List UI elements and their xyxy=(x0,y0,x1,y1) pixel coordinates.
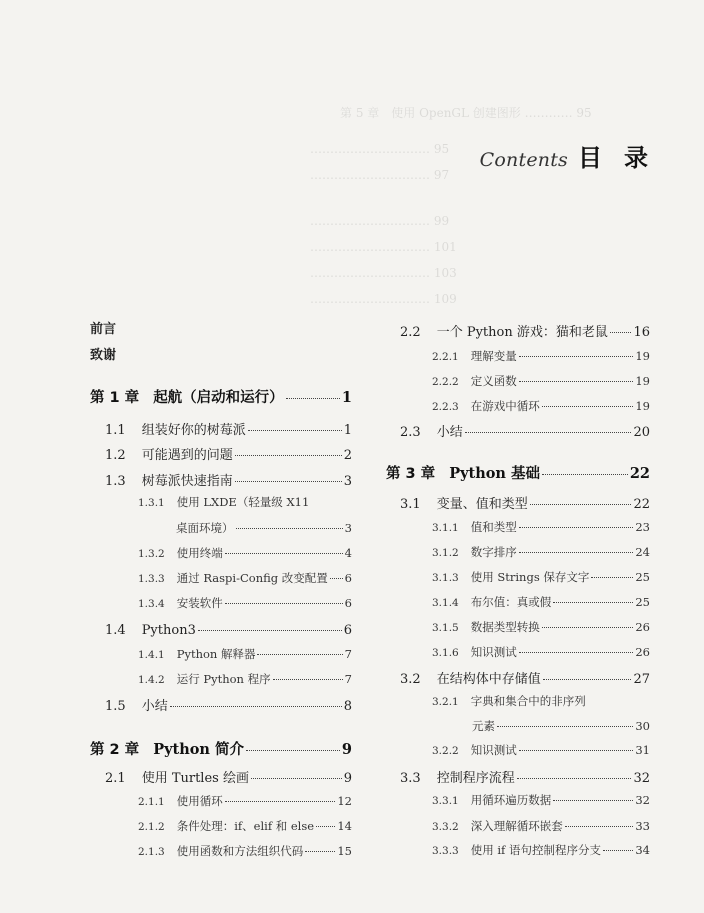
toc-entry-number: 3.1.6 xyxy=(432,646,459,659)
toc-entry-title: 一个 Python 游戏：猫和老鼠 xyxy=(436,325,608,340)
toc-entry-number: 1.3.3 xyxy=(138,572,165,585)
toc-entry-title: 运行 Python 程序 xyxy=(176,671,271,686)
toc-entry-sub[interactable] xyxy=(432,618,650,635)
toc-entry-page: 9 xyxy=(341,741,352,758)
toc-entry-number: 1.5 xyxy=(105,699,126,714)
dot-leader xyxy=(519,540,634,553)
toc-entry-number: 3.2 xyxy=(400,672,421,687)
toc-entry-number: 3.1.3 xyxy=(432,571,459,584)
dot-leader xyxy=(519,738,634,751)
toc-entry-title: 使用循环 xyxy=(176,793,223,808)
toc-entry-sub[interactable] xyxy=(432,741,650,758)
dot-leader xyxy=(519,344,634,357)
toc-entry-section[interactable] xyxy=(400,321,650,340)
toc-entry-title: 树莓派快速指南 xyxy=(141,474,233,489)
toc-entry-page: 7 xyxy=(344,646,352,661)
toc-entry-page: 1 xyxy=(343,423,352,438)
bleed-through-text: ………………………… 109 xyxy=(310,292,457,306)
toc-entry-title: 数据类型转换 xyxy=(470,619,540,634)
toc-entry-page: 15 xyxy=(337,843,352,858)
toc-entry-sub[interactable] xyxy=(432,643,650,660)
dot-leader xyxy=(530,491,632,505)
toc-entry-number: 2.1.2 xyxy=(138,820,165,833)
toc-entry-number: 2.3 xyxy=(400,425,421,440)
toc-entry-title: 使用 Turtles 绘画 xyxy=(141,771,249,786)
toc-entry-sub[interactable] xyxy=(432,372,650,389)
toc-entry-title: 变量、值和类型 xyxy=(436,497,528,512)
toc-entry-title: 深入理解循环嵌套 xyxy=(470,818,563,833)
dot-leader xyxy=(543,666,632,680)
toc-entry-title: 定义函数 xyxy=(470,373,517,388)
toc-entry-number: 3.3 xyxy=(400,771,421,786)
toc-entry-number: 2.1.1 xyxy=(138,795,165,808)
toc-entry-title: 值和类型 xyxy=(470,519,517,534)
toc-entry-page: 25 xyxy=(635,594,650,609)
toc-entry-title: 小结 xyxy=(141,699,168,714)
toc-entry-number: 1.3 xyxy=(105,474,126,489)
header-english: Contents xyxy=(479,149,568,171)
toc-entry-title: 通过 Raspi-Config 改变配置 xyxy=(176,570,328,585)
toc-entry-section[interactable] xyxy=(400,767,650,786)
toc-entry-page: 24 xyxy=(635,544,650,559)
toc-entry-page: 2 xyxy=(343,448,352,463)
toc-entry-title: 使用 Strings 保存文字 xyxy=(470,569,590,584)
toc-entry-page: 26 xyxy=(635,619,650,634)
toc-entry-title: 前言 xyxy=(90,322,117,337)
toc-entry-number: 第 1 章 xyxy=(90,390,140,406)
toc-entry-page: 32 xyxy=(633,771,650,786)
toc-entry-page: 1 xyxy=(341,389,352,406)
toc-entry-page: 34 xyxy=(635,842,650,857)
toc-entry-number: 1.4.2 xyxy=(138,673,165,686)
toc-entry-title: 组装好你的树莓派 xyxy=(141,423,246,438)
dot-leader xyxy=(553,590,633,603)
toc-entry-cont[interactable] xyxy=(472,717,650,734)
toc-entry-title: 小结 xyxy=(436,425,463,440)
toc-entry-title: 可能遇到的问题 xyxy=(141,448,233,463)
toc-entry-page: 20 xyxy=(633,425,650,440)
dot-leader xyxy=(542,460,628,476)
toc-entry-title: 布尔值：真或假 xyxy=(470,594,552,609)
toc-entry-title: 致谢 xyxy=(90,348,117,363)
toc-entry-number: 3.3.1 xyxy=(432,794,459,807)
toc-entry-page: 12 xyxy=(337,793,352,808)
bleed-through-text: 第 5 章 使用 OpenGL 创建图形 ………… 95 xyxy=(340,106,592,120)
toc-entry-number: 3.3.3 xyxy=(432,844,459,857)
toc-entry-title: Python 基础 xyxy=(449,465,541,482)
toc-entry-title: 使用 LXDE（轻量级 X11 xyxy=(176,495,310,509)
toc-entry-sub[interactable] xyxy=(432,347,650,364)
toc-entry-sub[interactable] xyxy=(432,543,650,560)
toc-entry-number: 3.1.5 xyxy=(432,621,459,634)
dot-leader xyxy=(517,765,632,779)
toc-entry-page: 6 xyxy=(343,623,352,638)
toc-entry-title: Python 简介 xyxy=(153,741,245,758)
bleed-through-text: ………………………… 101 xyxy=(310,240,457,254)
toc-entry-page: 9 xyxy=(343,771,352,786)
toc-entry-sub[interactable] xyxy=(432,593,650,610)
toc-entry-page: 8 xyxy=(343,699,352,714)
dot-leader xyxy=(565,814,634,827)
header-chinese: 目录 xyxy=(578,144,670,172)
toc-entry-number: 1.4.1 xyxy=(138,648,165,661)
dot-leader xyxy=(603,838,633,851)
dot-leader xyxy=(542,394,634,407)
toc-entry-page: 33 xyxy=(635,818,650,833)
toc-entry-page: 6 xyxy=(344,595,352,610)
toc-entry-title: 使用 if 语句控制程序分支 xyxy=(470,842,601,857)
toc-entry-number: 1.3.2 xyxy=(138,547,165,560)
toc-entry-number: 2.2.1 xyxy=(432,350,459,363)
toc-entry-title: 字典和集合中的非序列 xyxy=(470,694,586,708)
toc-entry-number: 3.3.2 xyxy=(432,820,459,833)
toc-entry-page: 26 xyxy=(635,644,650,659)
toc-entry-number: 3.1.4 xyxy=(432,596,459,609)
toc-entry-title: 用循环遍历数据 xyxy=(470,792,552,807)
toc-entry-page: 25 xyxy=(635,569,650,584)
toc-entry-title: Python3 xyxy=(141,623,196,638)
toc-entry-page: 3 xyxy=(344,520,352,535)
toc-entry-section[interactable] xyxy=(400,493,650,512)
toc-entry-sub[interactable] xyxy=(432,841,650,858)
toc-entry-page: 19 xyxy=(635,373,650,388)
toc-entry-section[interactable] xyxy=(400,421,650,440)
bleed-through-text: ………………………… 97 xyxy=(310,168,450,182)
toc-entry-title: 安装软件 xyxy=(176,595,223,610)
toc-entry-sub[interactable] xyxy=(432,693,650,709)
toc-entry-sub[interactable] xyxy=(432,397,650,414)
toc-entry-title: 元素 xyxy=(472,718,495,733)
toc-entry-number: 2.1 xyxy=(105,771,126,786)
toc-entry-sub[interactable] xyxy=(432,568,650,585)
toc-entry-sub[interactable] xyxy=(432,518,650,535)
toc-entry-number: 2.1.3 xyxy=(138,845,165,858)
toc-entry-section[interactable] xyxy=(400,668,650,687)
toc-entry-title: Python 解释器 xyxy=(176,646,256,661)
toc-entry-number: 2.2.2 xyxy=(432,375,459,388)
toc-entry-number: 1.1 xyxy=(105,423,126,438)
dot-leader xyxy=(553,788,633,801)
dot-leader xyxy=(591,565,633,578)
dot-leader xyxy=(610,319,632,333)
bleed-through-text: ………………………… 99 xyxy=(310,214,450,228)
toc-entry-number: 3.1.2 xyxy=(432,546,459,559)
dot-leader xyxy=(519,515,634,528)
dot-leader xyxy=(519,369,634,382)
toc-entry-page: 4 xyxy=(344,545,352,560)
toc-entry-title: 理解变量 xyxy=(470,348,517,363)
toc-entry-number: 第 3 章 xyxy=(386,466,436,482)
toc-entry-sub[interactable] xyxy=(432,791,650,808)
bleed-through-text: ………………………… 103 xyxy=(310,266,457,280)
toc-entry-number: 1.2 xyxy=(105,448,126,463)
toc-entry-title: 控制程序流程 xyxy=(436,771,515,786)
toc-entry-number: 3.2.1 xyxy=(432,696,459,708)
toc-entry-page: 31 xyxy=(635,742,650,757)
toc-entry-number: 2.2 xyxy=(400,325,421,340)
toc-entry-title: 条件处理：if、elif 和 else xyxy=(176,818,315,833)
toc-entry-page: 23 xyxy=(635,519,650,534)
toc-entry-number: 2.2.3 xyxy=(432,400,459,413)
toc-entry-page: 7 xyxy=(344,671,352,686)
toc-entry-title: 在游戏中循环 xyxy=(470,398,540,413)
dot-leader xyxy=(519,640,634,653)
toc-entry-title: 数字排序 xyxy=(470,544,517,559)
toc-entry-title: 起航（启动和运行） xyxy=(153,389,284,406)
toc-entry-number: 3.2.2 xyxy=(432,744,459,757)
toc-entry-number: 1.3.1 xyxy=(138,497,165,509)
toc-entry-title: 知识测试 xyxy=(470,742,517,757)
toc-entry-page: 19 xyxy=(635,348,650,363)
toc-entry-number: 3.1.1 xyxy=(432,521,459,534)
toc-entry-number: 第 2 章 xyxy=(90,742,140,758)
toc-entry-chapter[interactable] xyxy=(386,462,650,483)
toc-entry-number: 1.3.4 xyxy=(138,597,165,610)
toc-entry-sub[interactable] xyxy=(432,817,650,834)
toc-entry-page: 14 xyxy=(337,818,352,833)
toc-entry-title: 桌面环境） xyxy=(176,520,234,535)
toc-entry-page: 6 xyxy=(344,570,352,585)
toc-entry-page: 16 xyxy=(633,325,650,340)
toc-entry-page: 22 xyxy=(633,497,650,512)
toc-entry-page: 19 xyxy=(635,398,650,413)
dot-leader xyxy=(465,419,632,433)
toc-entry-page: 32 xyxy=(635,792,650,807)
toc-entry-number: 3.1 xyxy=(400,497,421,512)
toc-entry-title: 使用终端 xyxy=(176,545,223,560)
toc-entry-title: 使用函数和方法组织代码 xyxy=(176,843,304,858)
toc-entry-page: 30 xyxy=(635,718,650,733)
toc-entry-number: 1.4 xyxy=(105,623,126,638)
toc-entry-page: 3 xyxy=(343,474,352,489)
toc-entry-title: 在结构体中存储值 xyxy=(436,672,541,687)
dot-leader xyxy=(497,714,633,727)
dot-leader xyxy=(542,615,634,628)
toc-entry-page: 27 xyxy=(633,672,650,687)
toc-entry-page: 22 xyxy=(629,465,650,482)
toc-entry-title: 知识测试 xyxy=(470,644,517,659)
bleed-through-text: ………………………… 95 xyxy=(310,142,450,156)
